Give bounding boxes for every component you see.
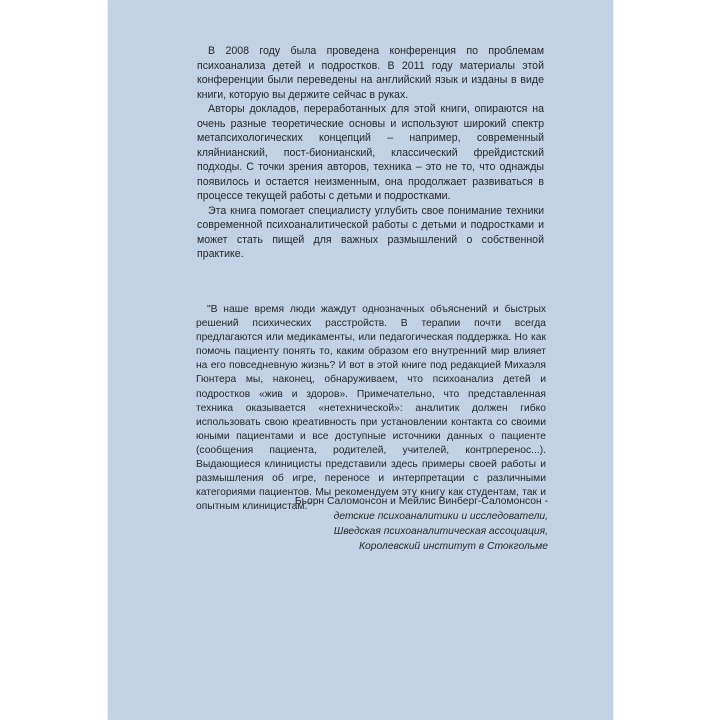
attribution-line: детские психоаналитики и исследователи, — [333, 511, 548, 522]
review-quote — [196, 303, 546, 514]
attribution-line: Королевский институт в Стокгольме — [358, 541, 548, 552]
quote-text: "В наше время люди жаждут однозначных объяснений и быстрых решений психических расстройств. В терапии почти всегда предлагаются или медикаменты, или педагогическая поддержка. Но как помочь пациенту понять то, каким образом его внутренний мир влияет на его повседневную жизнь? И вот в этой книге под редакцией Михаэля Гюнтера мы, наконец, обнаруживаем, что психоанализ детей и подростков «жив и здоров». Примечательно, что представленная техника оказывается «нетехнической»: аналитик должен гибко использовать свою креативность при установлении контакта со своими юными пациентами и все доступные источники данных о пациенте (сообщения пациента, родителей, учителей, контрперенос...). Выдающиеся клиницисты представили здесь примеры своей работы и размышления об игре, переносе и интерпретации с различными категориями пациентов. Мы рекомендуем эту книгу как студентам, так и опытным клиницистам." — [196, 304, 546, 513]
attribution-authors: Бьорн Саломонсон и Мейлис Винберг-Саломонсон - — [294, 496, 548, 507]
intro-paragraph: В 2008 году была проведена конференция по проблемам психоанализа детей и подростков. В 2011 году материалы этой конференции были переведены на английский язык и изданы в виде книги, которую вы держите сейчас в руках. — [197, 45, 544, 101]
book-back-cover — [108, 0, 613, 720]
intro-paragraph: Авторы докладов, переработанных для этой книги, опираются на очень разные теоретические основы и используют широкий спектр метапсихологических концепций – например, современный кляйнианский, пост-бионианский, классический фрейдистский подходы. С точки зрения авторов, техника – это не то, что однажды появилось и остается неизменным, она продолжает развиваться в процессе текущей работы с детьми и подростками. — [197, 103, 544, 202]
intro-text — [197, 44, 544, 262]
attribution-line: Шведская психоаналитическая ассоциация, — [333, 526, 548, 537]
quote-attribution — [295, 494, 548, 554]
intro-paragraph: Эта книга помогает специалисту углубить свое понимание техники современной психоаналитической работы с детьми и подростками и может стать пищей для важных размышлений о собственной практике. — [197, 204, 544, 260]
